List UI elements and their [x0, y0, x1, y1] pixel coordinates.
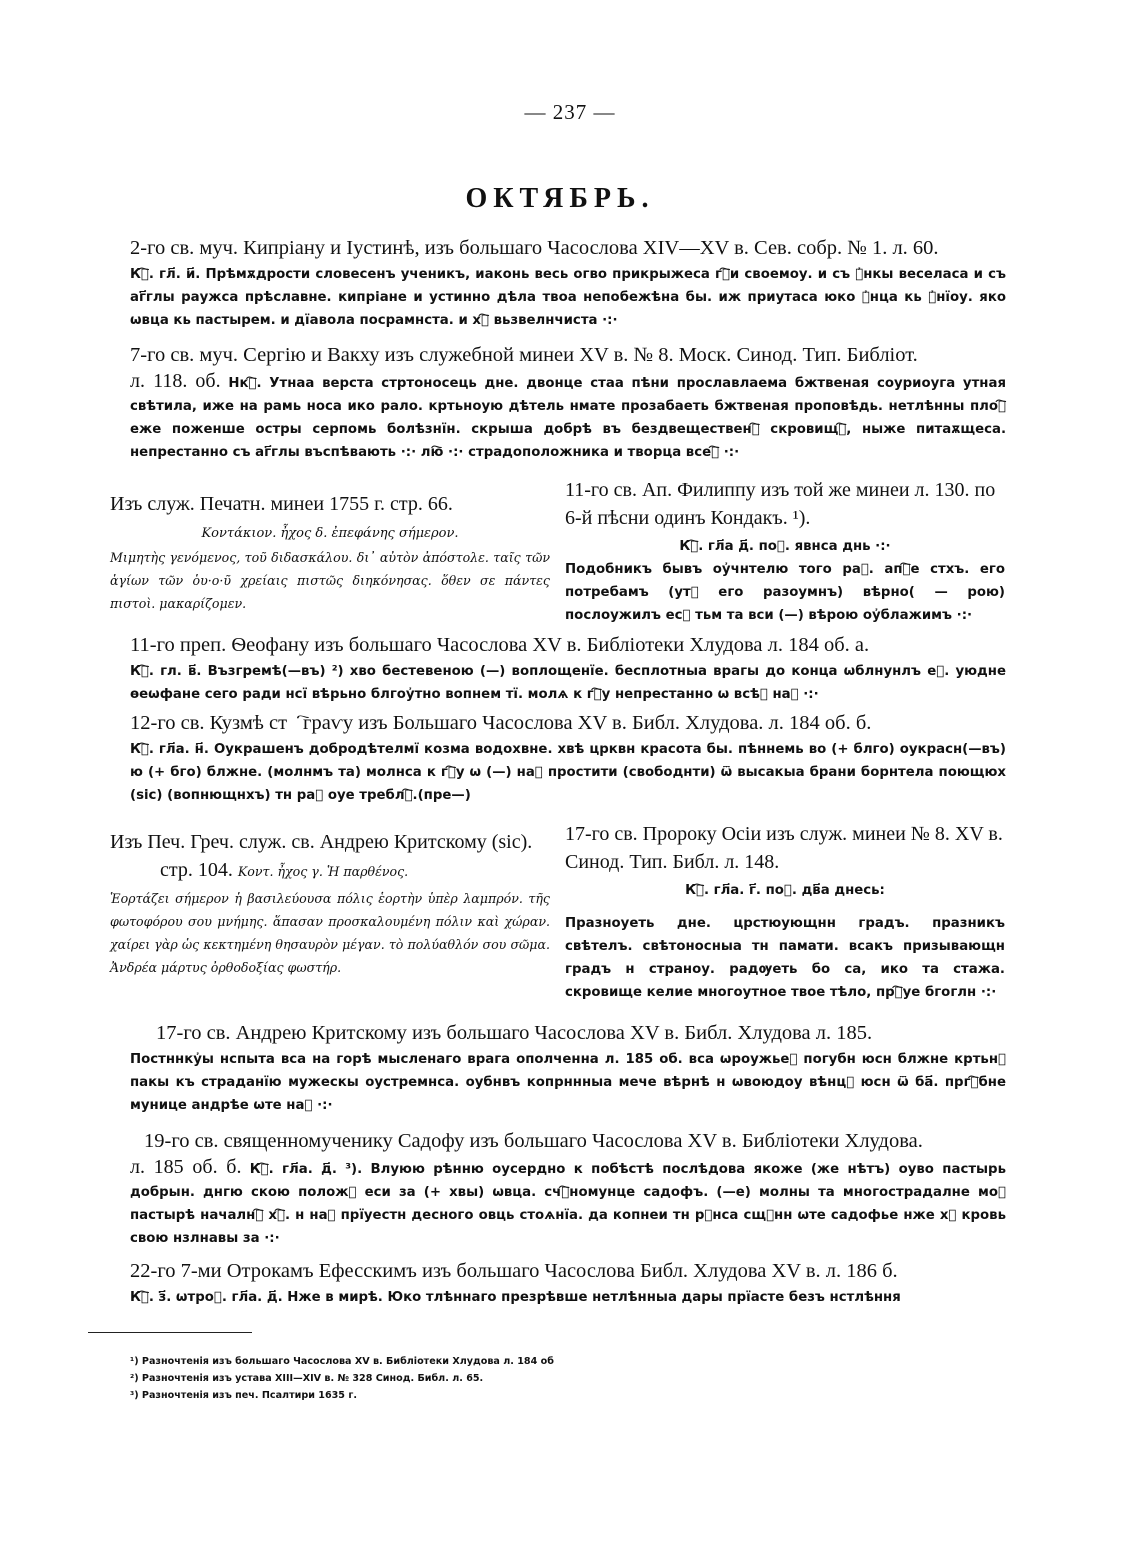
- entry-text: Кⷪ҇. з҃. ѡтроⷦ. гл҃а. д҃. Нже в мирѣ. Юко тлѣннаго презрѣвше нетлѣнныа дары прїасте безъ нстлѣння: [130, 1290, 901, 1305]
- footnote-divider: [88, 1332, 252, 1333]
- entry-5-text: [130, 1048, 1006, 1117]
- kontakion-heading: Кⷪ҇. гл҃а д҃. поⷣ. явнса днь ·:·: [679, 539, 891, 554]
- source-reference: Изъ Печ. Греч. служ. св. Андрею Критскому (sic).: [110, 831, 533, 853]
- entry-heading: 22-го 7-ми Отрокамъ Ефесскимъ изъ большаго Часослова Библ. Хлудова XV в. л. 186 б.: [130, 1260, 898, 1282]
- column-right-1: [565, 476, 1005, 627]
- source-reference: 17-го св. Пророку Осіи изъ служ. минеи № 8. XV в. Синод. Тип. Библ. л. 148.: [565, 823, 1003, 873]
- column-right-2: [565, 820, 1005, 1004]
- footnote-1: ¹) Разночтенія изъ большаго Часослова XV в. Библіотеки Хлудова л. 184 об: [130, 1356, 554, 1367]
- entry-text: Постннку҆ы нспыта вса на горѣ мысленаго врага ополченна л. 185 об. вса ѡроужьеⷷ погубн юсн блжне кртьнⷪ пакы къ страданїю мужескы оустремнса. оубнвъ копрннныа мече вѣрнѣ н ѡвоюдоу вѣнцⷶ юсн ѿ ба҃. пргⷷ҇бне мунице андрѣе ѡте наⷭ ·:·: [130, 1052, 1006, 1113]
- entry-2: [130, 340, 1006, 464]
- column-left-1: [110, 490, 550, 615]
- column-left-2: [110, 828, 550, 979]
- section-title: ОКТЯБРЬ.: [465, 183, 655, 214]
- entry-heading: 2-го св. муч. Кипріану и Іустинѣ, изъ большаго Часослова XIV—XV в. Сев. собр. № 1. л. 60.: [130, 237, 939, 259]
- source-page: [110, 856, 550, 884]
- footnote-2: ²) Разночтенія изъ устава XIII—XIV в. № 328 Синод. Библ. л. 65.: [130, 1373, 484, 1384]
- entry-heading: 7-го св. муч. Сергію и Вакху изъ служебной минеи XV в. № 8. Моск. Синод. Тип. Библіот.: [130, 344, 918, 366]
- entry-text: Кⷪ҇. гл. в҃. Възгремѣ(—въ) ²) хво бестевеною (—) воплощенїе. бесплотныа врагы до конца ѡблнунлъ еⷭ. уюдне ѳеѡфане сего ради нсї вѣрьно блгоу҆тно вопнем тї. молѧ к гⷭ҇у непрестанно ѡ всѣⷯ наⷭ ·:·: [130, 664, 1006, 702]
- entry-body: Кⷪ҇. гл҃а. д҃. ³). Влуюю рѣнню оусердно к побѣстѣ послѣдова якоже (же нѣтъ) оуво пастырь добрын. днгю скою положⷤ еси за (+ хвы) ѡвца. счⷭ҇номунце садофъ. (—е) молны та многострадалне моⷭ пастырѣ началнⷨ҇ хⷭ҇. н наⷭ прїуестн десного овць стоѧнїа. да копнеи тн рⷶнса сщⷷнн ѡте садофье нже хⷭ кровь свою нзлнавы за ·:·: [130, 1162, 1006, 1246]
- kontakion-text: Празноуеть дне. црстюующнн градъ. празникъ свѣтелъ. свѣтоносныа тн памати. всакъ призывающн градъ н страноу. радѹеть бо са, ико та стажа. скровище келие многоутное твое тѣло, прⷭ҇уе бгоглн ·:·: [565, 916, 1005, 1000]
- entry-7: [130, 1256, 1006, 1309]
- entry-lead: л. 118. об.: [130, 370, 221, 392]
- entry-3: [130, 630, 1006, 706]
- entry-heading: 12-го св. Кузмѣ стⷪ҇граѵу изъ Большаго Часослова XV в. Библ. Хлудова. л. 184 об. б.: [130, 712, 872, 734]
- greek-text: Μιμητὴς γενόμενος, τοῦ διδασκάλου. δι᾽ αὐτὸν ἀπόστολε. ταῖς τῶν ἁγίων τῶν ὁυ·ο·ῦ χρείαις πιστῶς διηκόνησας. ὅθεν σε πάντες πιστοὶ. μακαρίζομεν.: [110, 550, 550, 611]
- entry-text: [130, 370, 1006, 464]
- entry-text: Кⷪ҇. гл҃. и҃. Прѣмѫдрости словесенъ ученикъ, иаконь весь огво прикрыжеса гⷭ҇и своемоу. и съ ꙋ҆нкы веселаса и съ аг҃глы раужса прѣславне. кипріане и устинно дѣла твоа непобежѣна бы. иж приутаса юко ꙋ҆нца кь ꙋ҆нїоу. яко ѡвца кь пастырем. и дїавола посрамнста. и хⷭ҇ вьзвелнчиста ·:·: [130, 267, 1006, 328]
- entry-heading: 11-го преп. Ѳеофану изъ большаго Часослова XV в. Библіотеки Хлудова л. 184 об. а.: [130, 634, 870, 656]
- entry-heading: 19-го св. священномученику Садофу изъ большаго Часослова XV в. Библіотеки Хлудова.: [144, 1130, 923, 1152]
- source-reference: Изъ служ. Печатн. минеи 1755 г. стр. 66.: [110, 493, 453, 515]
- entry-6: [130, 1126, 1006, 1156]
- kontakion-text: Подобникъ бывъ оу҆чнтелю того раⷣ. апⷧ҇е стхъ. его потребамъ (утⷷ его разоумнъ) вѣрно( — рою) послоужилъ есⷱ тьм та вси (—) вѣрою оу҆блажимъ ·:·: [565, 562, 1005, 623]
- source-reference: 11-го св. Ап. Филиппу изъ той же минеи л. 130. по 6-й пѣсни одинъ Кондакъ. ¹).: [565, 479, 996, 529]
- entry-body: Нкⷪ҇. Утнаа верста стртоносець дне. двонце стаа пѣни прославлаема бжтвеная соуриоуга утная свѣтила, иже на рамь носа ико рало. кртьноую дѣтель нмате прозабаеть бжтвеная проповѣдь. нетлѣнны плоⷣ҇ еже поженше остры серпомь болѣзнїн. скрыша добрѣ въ бездвещественⷨ҇ скровищⷯ҇, ныже питаѫщеса. непрестанно съ аг҃глы въспѣвають ·:· лю҇ ·:· страдоположника и творца всеⷯ҇ ·:·: [130, 376, 1006, 460]
- footnote-3: ³) Разночтенія изъ печ. Псалтири 1635 г.: [130, 1390, 357, 1401]
- kontakion-heading: Кⷪ҇. гл҃а. г҃. поⷣ. дв҃а днесь:: [685, 883, 885, 898]
- greek-text: Ἑορτάζει σήμερον ἡ βασιλεύουσα πόλις ἑορτὴν ὑπὲρ λαμπρόν. τῆς φωτοφόρου σου μνήμης. ἅπασαν προσκαλουμένη πόλιν καὶ χώραν. χαίρει γὰρ ὡς κεκτημένη θησαυρὸν μέγαν. τὸ πολύαθλόν σου σῶμα. Ἀνδρέα μάρτυς ὀρθοδοξίας φωστήρ.: [110, 891, 550, 975]
- page-number: — 237 —: [524, 100, 616, 124]
- greek-heading: Κοντ. ἦχος γ. Ἡ παρθένος.: [237, 864, 409, 879]
- entry-lead: л. 185 об. б.: [130, 1156, 242, 1178]
- entry-text: [130, 1156, 1006, 1250]
- source-page-number: стр. 104.: [160, 859, 233, 881]
- footnotes: [130, 1353, 554, 1404]
- entry-5: [130, 1018, 1006, 1048]
- entry-text: Кⷪ҇. гл҃а. н҃. Оукрашенъ добродѣтелмї козма водохвне. хвѣ црквн красота бы. пѣннемь во (+ блго) оукрасн(—въ) ю (+ бго) блжне. (молнмъ та) молнса к гⷭ҇у ѡ (—) наⷭ простити (свободнти) ѿ высакыа брани борнтела поющюх (sic) (вопнющнхъ) тн раⷣ оуе треблⷤ҇.(пре—): [130, 742, 1006, 803]
- entry-6-text: [130, 1156, 1006, 1250]
- greek-heading: Κοντάκιον. ἦχος δ. ἐπεφάνης σήμερον.: [201, 526, 459, 541]
- entry-heading: 17-го св. Андрею Критскому изъ большаго Часослова XV в. Библ. Хлудова л. 185.: [156, 1022, 873, 1044]
- entry-4: [130, 708, 1006, 807]
- entry-1: [130, 233, 1006, 332]
